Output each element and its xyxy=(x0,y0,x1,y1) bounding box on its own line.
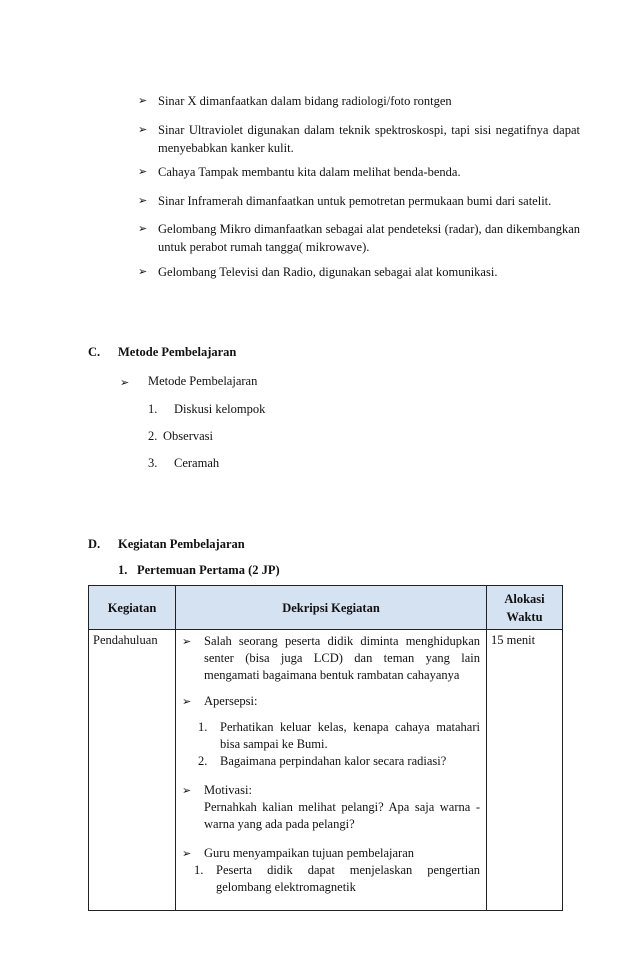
method-num: 3. xyxy=(148,456,158,470)
table-row xyxy=(89,630,563,911)
intro-bullet: ➢ Gelombang Mikro dimanfaatkan sebagai alat pendeteksi (radar), dan dikembangkan untuk perabot rumah tangga( mikrowave). xyxy=(138,222,580,254)
method-item: Observasi xyxy=(163,429,213,443)
cell-alokasi: 15 menit xyxy=(487,630,563,911)
section-title: Metode Pembelajaran xyxy=(118,345,237,359)
arrow-bullet-icon: ➢ xyxy=(138,94,148,107)
intro-bullet: ➢ Sinar Inframerah dimanfaatkan untuk pemotretan permukaan bumi dari satelit. xyxy=(138,194,552,208)
section-title: Kegiatan Pembelajaran xyxy=(118,537,245,551)
section-letter: D. xyxy=(88,537,101,551)
cell-kegiatan: Pendahuluan xyxy=(89,630,176,911)
apersepsi-item: 1. Perhatikan keluar kelas, kenapa cahaya matahari bisa sampai ke Bumi. xyxy=(198,720,480,751)
tujuan-item: 1. Peserta didik dapat menjelaskan pengertian gelombang elektromagnetik xyxy=(194,863,480,894)
method-num: 2. xyxy=(148,429,158,443)
method-item: Diskusi kelompok xyxy=(174,402,266,416)
desc-bullet: ➢ Apersepsi: xyxy=(182,694,258,708)
desc-bullet: ➢ Guru menyampaikan tujuan pembelajaran xyxy=(182,846,414,860)
method-num: 1. xyxy=(148,402,158,416)
subsection-title: Pertemuan Pertama (2 JP) xyxy=(137,563,280,577)
arrow-bullet-icon: ➢ xyxy=(138,194,148,207)
arrow-bullet-icon: ➢ xyxy=(182,784,192,797)
subsection-num: 1. xyxy=(118,563,128,577)
intro-bullet: ➢ Cahaya Tampak membantu kita dalam melihat benda-benda. xyxy=(138,165,461,179)
arrow-bullet-icon: ➢ xyxy=(182,847,192,860)
method-item: Ceramah xyxy=(174,456,220,470)
section-letter: C. xyxy=(88,345,101,359)
method-bullet-label: Metode Pembelajaran xyxy=(148,374,258,388)
arrow-bullet-icon: ➢ xyxy=(138,265,148,278)
cell-deskripsi xyxy=(176,630,487,911)
desc-bullet: ➢ Motivasi: Pernahkah kalian melihat pelangi? Apa saja warna -warna yang ada pada pelangi? xyxy=(182,783,480,831)
intro-bullet: ➢ Sinar Ultraviolet digunakan dalam teknik spektroskospi, tapi sisi negatifnya dapat menyebabkan kanker kulit. xyxy=(138,123,580,155)
header-alokasi: Alokasi Waktu xyxy=(487,586,563,630)
header-kegiatan: Kegiatan xyxy=(89,586,176,630)
table-header-row xyxy=(89,586,563,630)
intro-bullet: ➢ Sinar X dimanfaatkan dalam bidang radiologi/foto rontgen xyxy=(138,94,452,108)
intro-bullet: ➢ Gelombang Televisi dan Radio, digunakan sebagai alat komunikasi. xyxy=(138,265,498,279)
activity-table xyxy=(88,585,563,911)
header-deskripsi: Dekripsi Kegiatan xyxy=(176,586,487,630)
arrow-bullet-icon: ➢ xyxy=(138,222,148,235)
arrow-bullet-icon: ➢ xyxy=(120,376,130,389)
desc-bullet: ➢ Salah seorang peserta didik diminta menghidupkan senter (bisa juga LCD) dan teman yang lain mengamati bagaimana bentuk rambatan cahayanya xyxy=(182,634,480,682)
apersepsi-item: 2. Bagaimana perpindahan kalor secara radiasi? xyxy=(198,754,447,768)
arrow-bullet-icon: ➢ xyxy=(138,165,148,178)
arrow-bullet-icon: ➢ xyxy=(182,635,192,648)
arrow-bullet-icon: ➢ xyxy=(182,695,192,708)
arrow-bullet-icon: ➢ xyxy=(138,123,148,136)
